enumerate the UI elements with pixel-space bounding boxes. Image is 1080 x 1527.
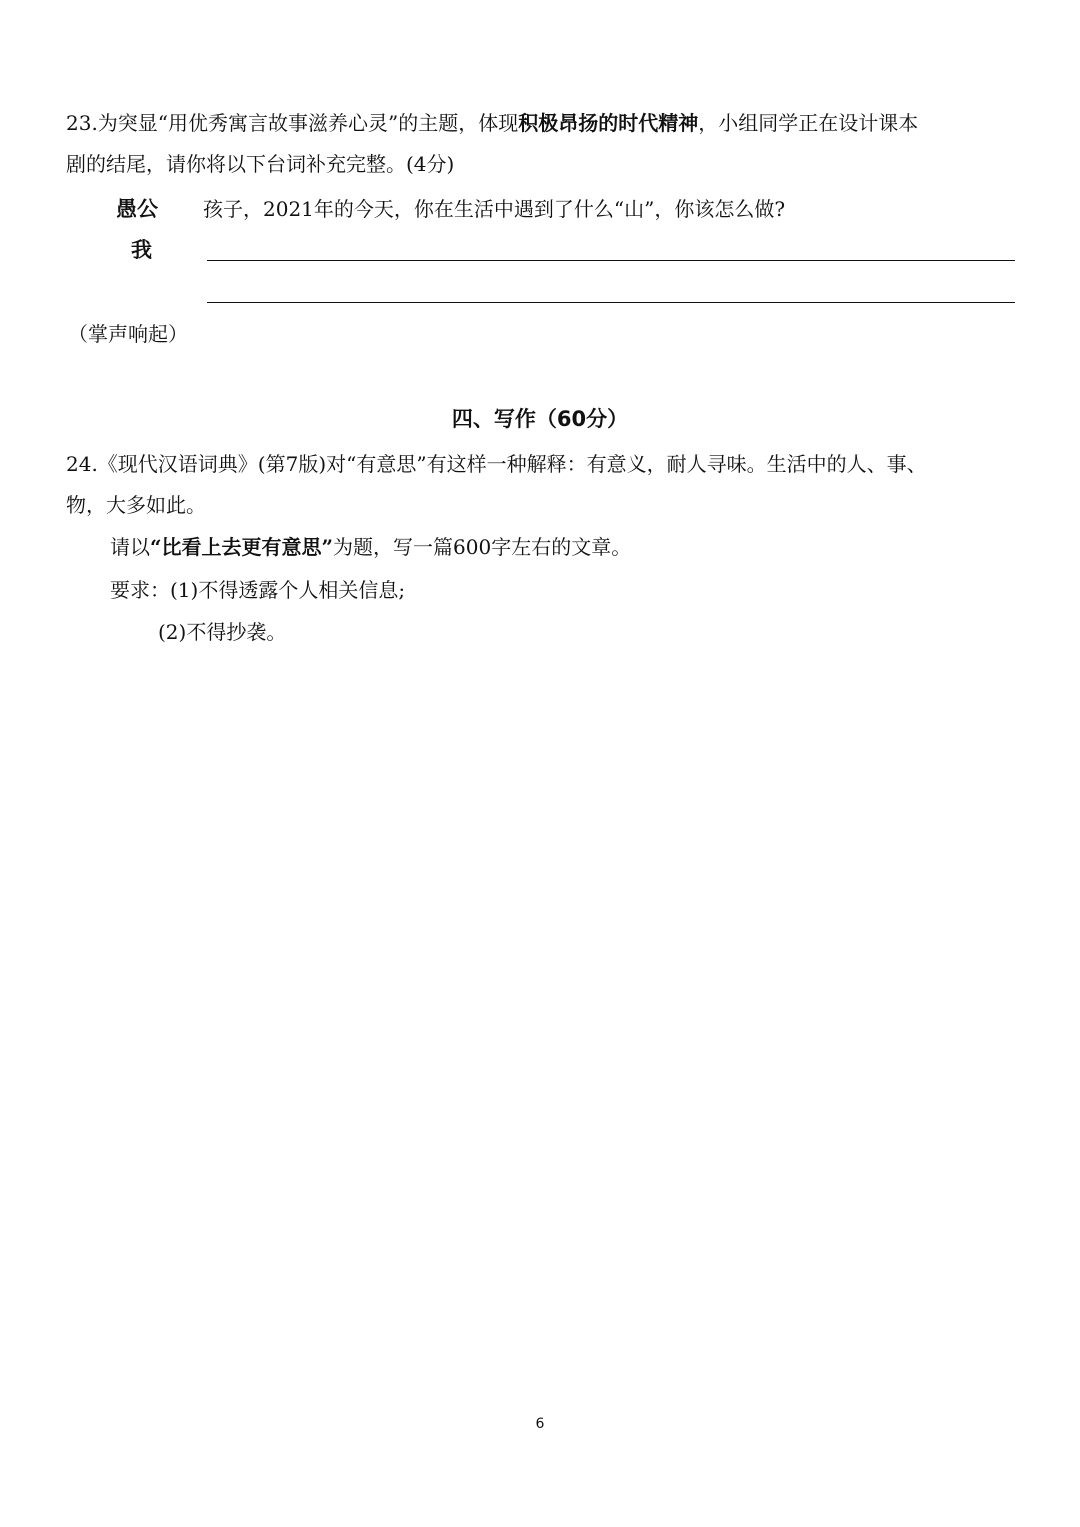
q24-essay-title: “比看上去更有意思”: [150, 535, 334, 559]
q23-line-2: 剧的结尾，请你将以下台词补充完整。(4分): [66, 152, 455, 176]
q24-line-1: 24.《现代汉语词典》(第7版)对“有意思”有这样一种解释：有意义，耐人寻味。生活中的人、事、: [66, 452, 927, 476]
q23-line-1-a: 23.为突显“用优秀寓言故事滋养心灵”的主题，体现: [66, 111, 519, 135]
answer-line-2[interactable]: [207, 302, 1015, 303]
q24-requirement-2: (2)不得抄袭。: [158, 620, 287, 644]
q23-line-1: [66, 109, 1026, 137]
q24-prompt: [110, 533, 1070, 561]
section-title-writing: 四、写作（60分）: [451, 407, 629, 431]
q23-emphasis: 积极昂扬的时代精神: [518, 111, 699, 135]
q24-line-2: 物，大多如此。: [66, 493, 206, 517]
q24-requirement-1: 要求：(1)不得透露个人相关信息;: [110, 578, 406, 602]
page-number: 6: [535, 1416, 545, 1432]
answer-line-1[interactable]: [207, 260, 1015, 261]
speech-yugong: 孩子，2021年的今天，你在生活中遇到了什么“山”，你该怎么做?: [203, 197, 786, 221]
q23-line-1-c: ，小组同学正在设计课本: [698, 111, 919, 135]
speaker-me: 我: [131, 238, 152, 262]
speaker-yugong: 愚公: [116, 197, 158, 221]
q24-prompt-a: 请以: [110, 535, 150, 559]
q24-prompt-c: 为题，写一篇600字左右的文章。: [333, 535, 632, 559]
stage-direction: （掌声响起）: [68, 322, 188, 346]
